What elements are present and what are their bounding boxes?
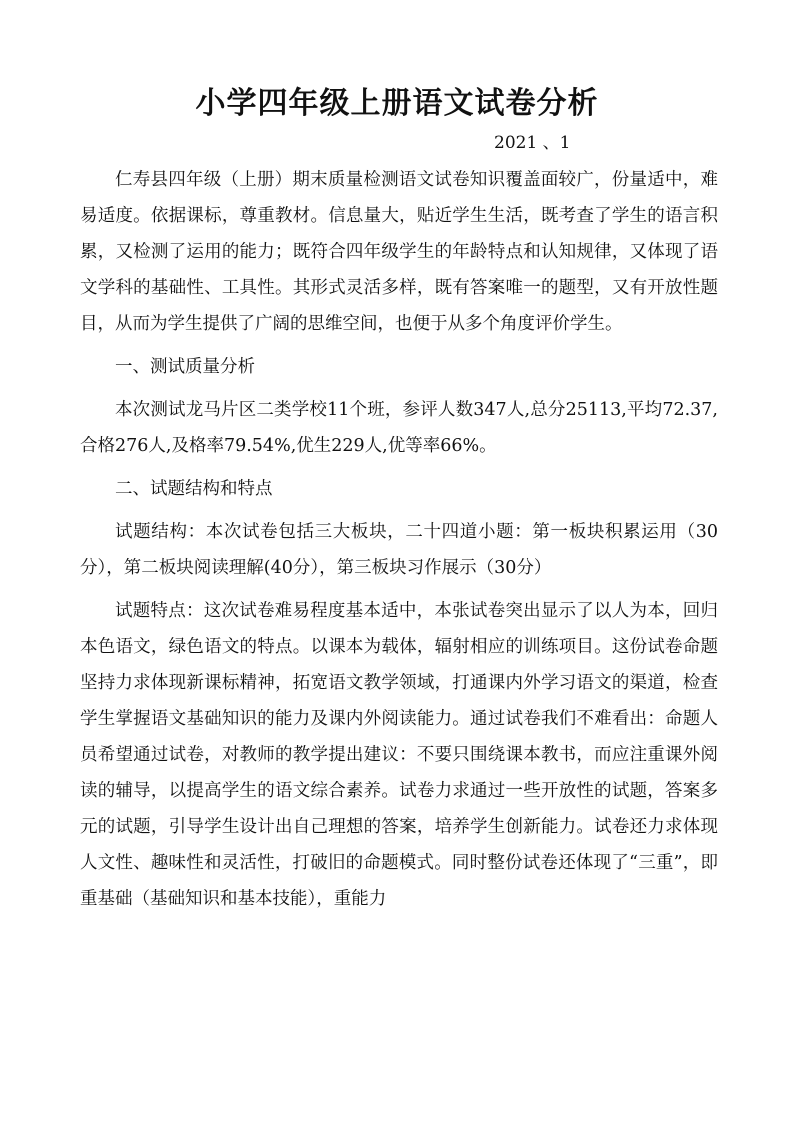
document-date: 2021 、1 bbox=[494, 133, 571, 153]
quality-paragraph: 本次测试龙马片区二类学校11个班，参评人数347人,总分25113,平均72.37,合格276人,及格率79.54%,优生229人,优等率66%。 bbox=[80, 400, 718, 456]
features-paragraph: 试题特点：这次试卷难易程度基本适中，本张试卷突出显示了以人为本，回归本色语文，绿色语文的特点。以课本为载体，辐射相应的训练项目。这份试卷命题坚持力求体现新课标精神，拓宽语文教学领域，打通课内外学习语文的渠道，检查学生掌握语文基础知识的能力及课内外阅读能力。通过试卷我们不难看出：命题人员希望通过试卷，对教师的教学提出建议：不要只围绕课本教书，而应注重课外阅读的辅导，以提高学生的语文综合素养。试卷力求通过一些开放性的试题，答案多元的试题，引导学生设计出自己理想的答案，培养学生创新能力。试卷还力求体现人文性、趣味性和灵活性，打破旧的命题模式。同时整份试卷还体现了“三重”，即重基础（基础知识和基本技能），重能力 bbox=[80, 601, 718, 909]
section-heading-quality: 一、测试质量分析 bbox=[115, 357, 255, 377]
intro-paragraph: 仁寿县四年级（上册）期末质量检测语文试卷知识覆盖面较广，份量适中，难易适度。依据课标，尊重教材。信息量大，贴近学生生活，既考查了学生的语言积累，又检测了运用的能力；既符合四年级学生的年龄特点和认知规律，又体现了语文学科的基础性、工具性。其形式灵活多样，既有答案唯一的题型，又有开放性题目，从而为学生提供了广阔的思维空间，也便于从多个角度评价学生。 bbox=[80, 170, 718, 334]
structure-paragraph: 试题结构：本次试卷包括三大板块，二十四道小题：第一板块积累运用（30分），第二板块阅读理解(40分），第三板块习作展示（30分） bbox=[80, 522, 718, 578]
section-heading-structure: 二、试题结构和特点 bbox=[115, 479, 273, 499]
document-body bbox=[80, 162, 718, 924]
document-title: 小学四年级上册语文试卷分析 bbox=[195, 86, 599, 121]
